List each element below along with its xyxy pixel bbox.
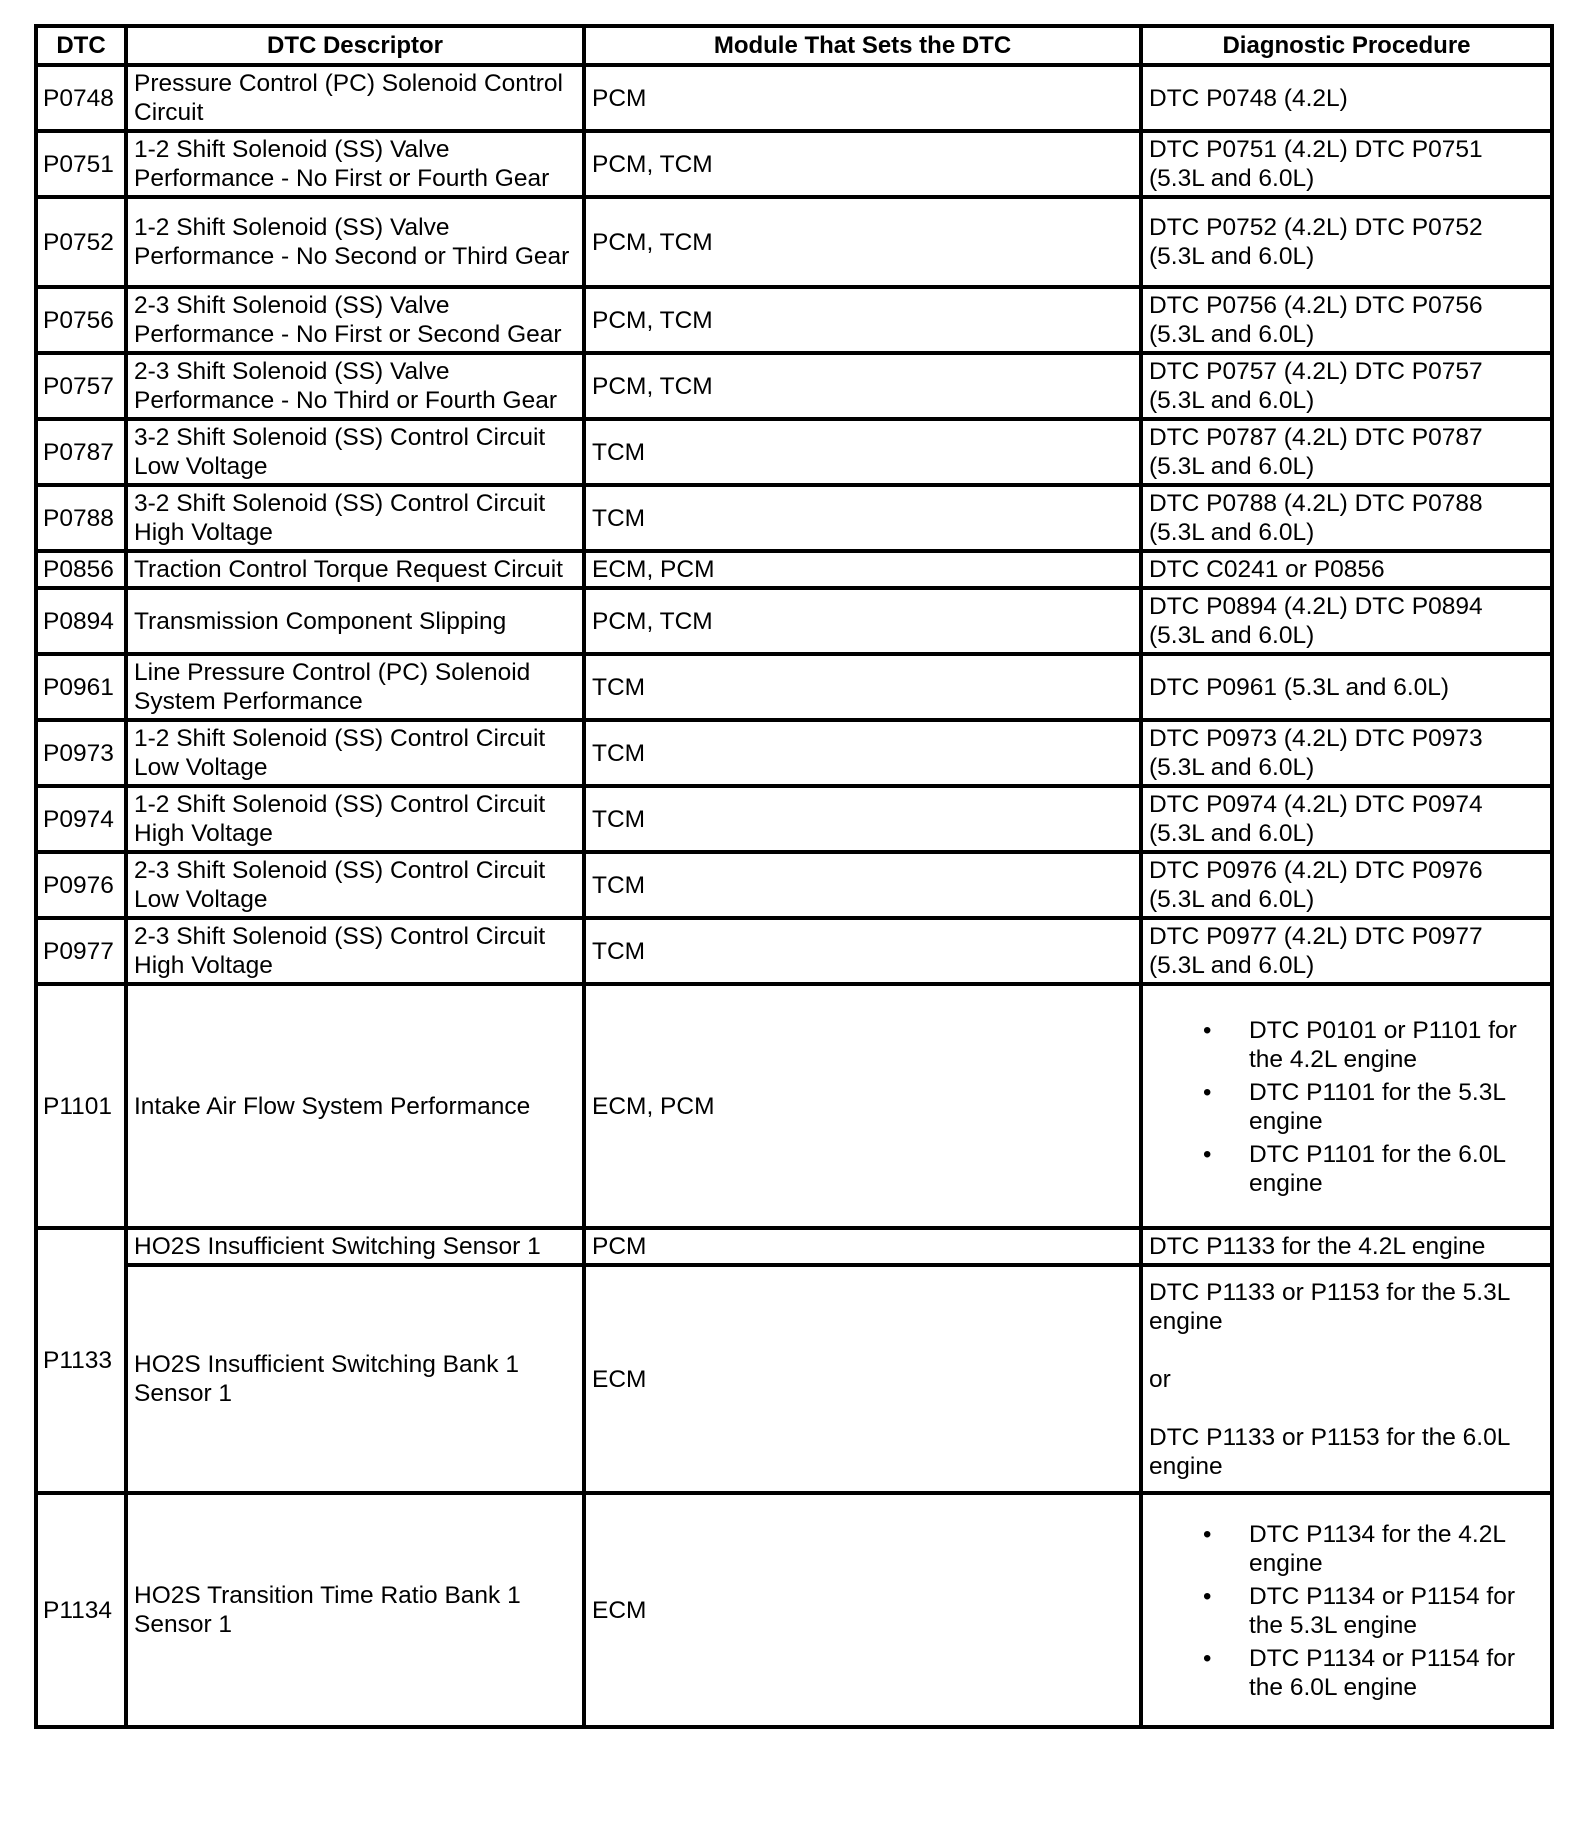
dtc-descriptor: 1-2 Shift Solenoid (SS) Control Circuit Low Voltage [126,720,584,786]
dtc-descriptor: 2-3 Shift Solenoid (SS) Control Circuit High Voltage [126,918,584,984]
table-header-row [36,26,1552,65]
header-procedure: Diagnostic Procedure [1141,26,1552,65]
dtc-procedure: DTC P0748 (4.2L) [1141,65,1552,131]
dtc-procedure: DTC P0976 (4.2L) DTC P0976 (5.3L and 6.0L) [1141,852,1552,918]
dtc-descriptor: 2-3 Shift Solenoid (SS) Valve Performance - No First or Second Gear [126,287,584,353]
header-module: Module That Sets the DTC [584,26,1141,65]
dtc-module: TCM [584,419,1141,485]
table-row [36,852,1552,918]
dtc-procedure: DTC P0974 (4.2L) DTC P0974 (5.3L and 6.0L) [1141,786,1552,852]
table-row [36,485,1552,551]
dtc-procedure: DTC P0788 (4.2L) DTC P0788 (5.3L and 6.0L) [1141,485,1552,551]
dtc-procedure: DTC P1133 for the 4.2L engine [1141,1228,1552,1265]
dtc-module: TCM [584,786,1141,852]
dtc-module: PCM, TCM [584,588,1141,654]
dtc-procedure-list [1141,984,1552,1228]
procedure-bullets [1149,1520,1544,1702]
dtc-procedure: DTC P0961 (5.3L and 6.0L) [1141,654,1552,720]
dtc-code: P0788 [36,485,126,551]
dtc-procedure: DTC P0757 (4.2L) DTC P0757 (5.3L and 6.0L) [1141,353,1552,419]
dtc-descriptor: HO2S Insufficient Switching Bank 1 Sensor 1 [126,1265,584,1493]
dtc-procedure: DTC P0787 (4.2L) DTC P0787 (5.3L and 6.0L) [1141,419,1552,485]
table-row [36,551,1552,588]
dtc-module: TCM [584,852,1141,918]
procedure-bullets [1149,1016,1544,1198]
dtc-descriptor: Intake Air Flow System Performance [126,984,584,1228]
table-row [36,197,1552,287]
table-row-p1101 [36,984,1552,1228]
dtc-module: TCM [584,485,1141,551]
procedure-or: or [1149,1365,1171,1393]
procedure-6-0l: DTC P1133 or P1153 for the 6.0L engine [1149,1423,1510,1480]
dtc-descriptor: 3-2 Shift Solenoid (SS) Control Circuit Low Voltage [126,419,584,485]
dtc-descriptor: 2-3 Shift Solenoid (SS) Valve Performance - No Third or Fourth Gear [126,353,584,419]
dtc-code: P0976 [36,852,126,918]
list-item: • DTC P1134 for the 4.2L engine [1149,1520,1544,1578]
table-row [36,65,1552,131]
table-row-p1133-ecm [36,1265,1552,1493]
dtc-module: PCM, TCM [584,131,1141,197]
dtc-code: P0757 [36,353,126,419]
dtc-module: PCM [584,1228,1141,1265]
dtc-module: PCM, TCM [584,197,1141,287]
table-row [36,419,1552,485]
list-item: • DTC P1134 or P1154 for the 5.3L engine [1149,1582,1544,1640]
dtc-code: P0752 [36,197,126,287]
dtc-module: PCM, TCM [584,287,1141,353]
header-dtc: DTC [36,26,126,65]
dtc-descriptor: Pressure Control (PC) Solenoid Control Circuit [126,65,584,131]
table-row [36,786,1552,852]
dtc-procedure-group [1141,1265,1552,1493]
dtc-code: P0973 [36,720,126,786]
dtc-code: P0961 [36,654,126,720]
dtc-descriptor: Line Pressure Control (PC) Solenoid System Performance [126,654,584,720]
dtc-module: TCM [584,654,1141,720]
dtc-code: P0756 [36,287,126,353]
dtc-code: P0751 [36,131,126,197]
dtc-procedure: DTC P0756 (4.2L) DTC P0756 (5.3L and 6.0L) [1141,287,1552,353]
dtc-code: P0977 [36,918,126,984]
dtc-descriptor: 1-2 Shift Solenoid (SS) Valve Performance - No Second or Third Gear [126,197,584,287]
dtc-descriptor: 3-2 Shift Solenoid (SS) Control Circuit High Voltage [126,485,584,551]
table-row [36,287,1552,353]
table-row [36,588,1552,654]
dtc-module: ECM [584,1493,1141,1727]
dtc-code: P1133 [36,1228,126,1493]
table-row-p1133-pcm [36,1228,1552,1265]
dtc-module: TCM [584,720,1141,786]
header-descriptor: DTC Descriptor [126,26,584,65]
dtc-code: P0748 [36,65,126,131]
dtc-code: P0974 [36,786,126,852]
spacer [1149,1394,1544,1423]
dtc-code: P0787 [36,419,126,485]
dtc-document [34,24,1550,1729]
dtc-table [34,24,1554,1729]
dtc-procedure: DTC P0977 (4.2L) DTC P0977 (5.3L and 6.0L) [1141,918,1552,984]
spacer [1149,1336,1544,1365]
dtc-module: PCM [584,65,1141,131]
list-item: • DTC P1101 for the 6.0L engine [1149,1140,1544,1198]
dtc-procedure-list [1141,1493,1552,1727]
dtc-descriptor: HO2S Transition Time Ratio Bank 1 Sensor 1 [126,1493,584,1727]
dtc-module: ECM [584,1265,1141,1493]
list-item: • DTC P1101 for the 5.3L engine [1149,1078,1544,1136]
table-row-p1134 [36,1493,1552,1727]
dtc-procedure: DTC P0894 (4.2L) DTC P0894 (5.3L and 6.0L) [1141,588,1552,654]
dtc-procedure: DTC C0241 or P0856 [1141,551,1552,588]
list-item: • DTC P1134 or P1154 for the 6.0L engine [1149,1644,1544,1702]
dtc-code: P1101 [36,984,126,1228]
dtc-descriptor: HO2S Insufficient Switching Sensor 1 [126,1228,584,1265]
table-row [36,720,1552,786]
dtc-descriptor: Transmission Component Slipping [126,588,584,654]
dtc-code: P1134 [36,1493,126,1727]
dtc-module: TCM [584,918,1141,984]
dtc-descriptor: 2-3 Shift Solenoid (SS) Control Circuit Low Voltage [126,852,584,918]
dtc-procedure: DTC P0752 (4.2L) DTC P0752 (5.3L and 6.0L) [1141,197,1552,287]
dtc-module: ECM, PCM [584,551,1141,588]
dtc-procedure: DTC P0973 (4.2L) DTC P0973 (5.3L and 6.0L) [1141,720,1552,786]
dtc-module: PCM, TCM [584,353,1141,419]
table-row [36,131,1552,197]
procedure-5-3l: DTC P1133 or P1153 for the 5.3L engine [1149,1278,1510,1335]
table-row [36,918,1552,984]
dtc-descriptor: 1-2 Shift Solenoid (SS) Valve Performance - No First or Fourth Gear [126,131,584,197]
dtc-descriptor: 1-2 Shift Solenoid (SS) Control Circuit High Voltage [126,786,584,852]
dtc-code: P0894 [36,588,126,654]
dtc-procedure: DTC P0751 (4.2L) DTC P0751 (5.3L and 6.0L) [1141,131,1552,197]
list-item: • DTC P0101 or P1101 for the 4.2L engine [1149,1016,1544,1074]
dtc-descriptor: Traction Control Torque Request Circuit [126,551,584,588]
table-row [36,353,1552,419]
table-row [36,654,1552,720]
dtc-module: ECM, PCM [584,984,1141,1228]
dtc-code: P0856 [36,551,126,588]
